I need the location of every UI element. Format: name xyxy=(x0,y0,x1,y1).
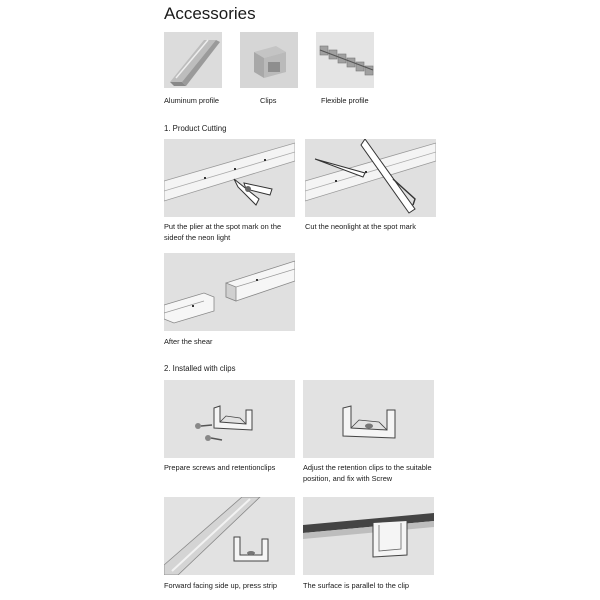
cutting-step-plier-image xyxy=(164,139,295,217)
section-product-cutting-heading: 1. Product Cutting xyxy=(164,124,227,133)
flexible-profile-label: Flexible profile xyxy=(321,96,369,105)
clips-label: Clips xyxy=(260,96,277,105)
install-step-adjust-caption: Adjust the retention clips to the suitable position, and fix with Screw xyxy=(303,463,432,483)
aluminum-profile-image xyxy=(164,32,222,88)
install-step-parallel-image xyxy=(303,497,434,575)
cutting-step-cut-caption: Cut the neonlight at the spot mark xyxy=(305,222,416,231)
aluminum-profile-label: Aluminum profile xyxy=(164,96,220,105)
section-installed-with-clips-heading: 2. Installed with clips xyxy=(164,364,236,373)
page-title: Accessories xyxy=(164,4,256,23)
cutting-step-cut-image xyxy=(305,139,436,217)
install-step-press-image xyxy=(164,497,295,575)
install-step-parallel-caption: The surface is parallel to the clip xyxy=(303,581,409,590)
cutting-step-plier-caption: Put the plier at the spot mark on the sideof the neon light xyxy=(164,222,282,242)
cutting-step-after-image xyxy=(164,253,295,331)
cutting-step-after-caption: After the shear xyxy=(164,337,213,346)
install-step-screws-caption: Prepare screws and retentionclips xyxy=(164,463,276,472)
install-step-screws-image xyxy=(164,380,295,458)
clips-image xyxy=(240,32,298,88)
flexible-profile-image xyxy=(316,32,374,88)
install-step-press-caption: Forward facing side up, press strip xyxy=(164,581,277,590)
install-step-adjust-image xyxy=(303,380,434,458)
